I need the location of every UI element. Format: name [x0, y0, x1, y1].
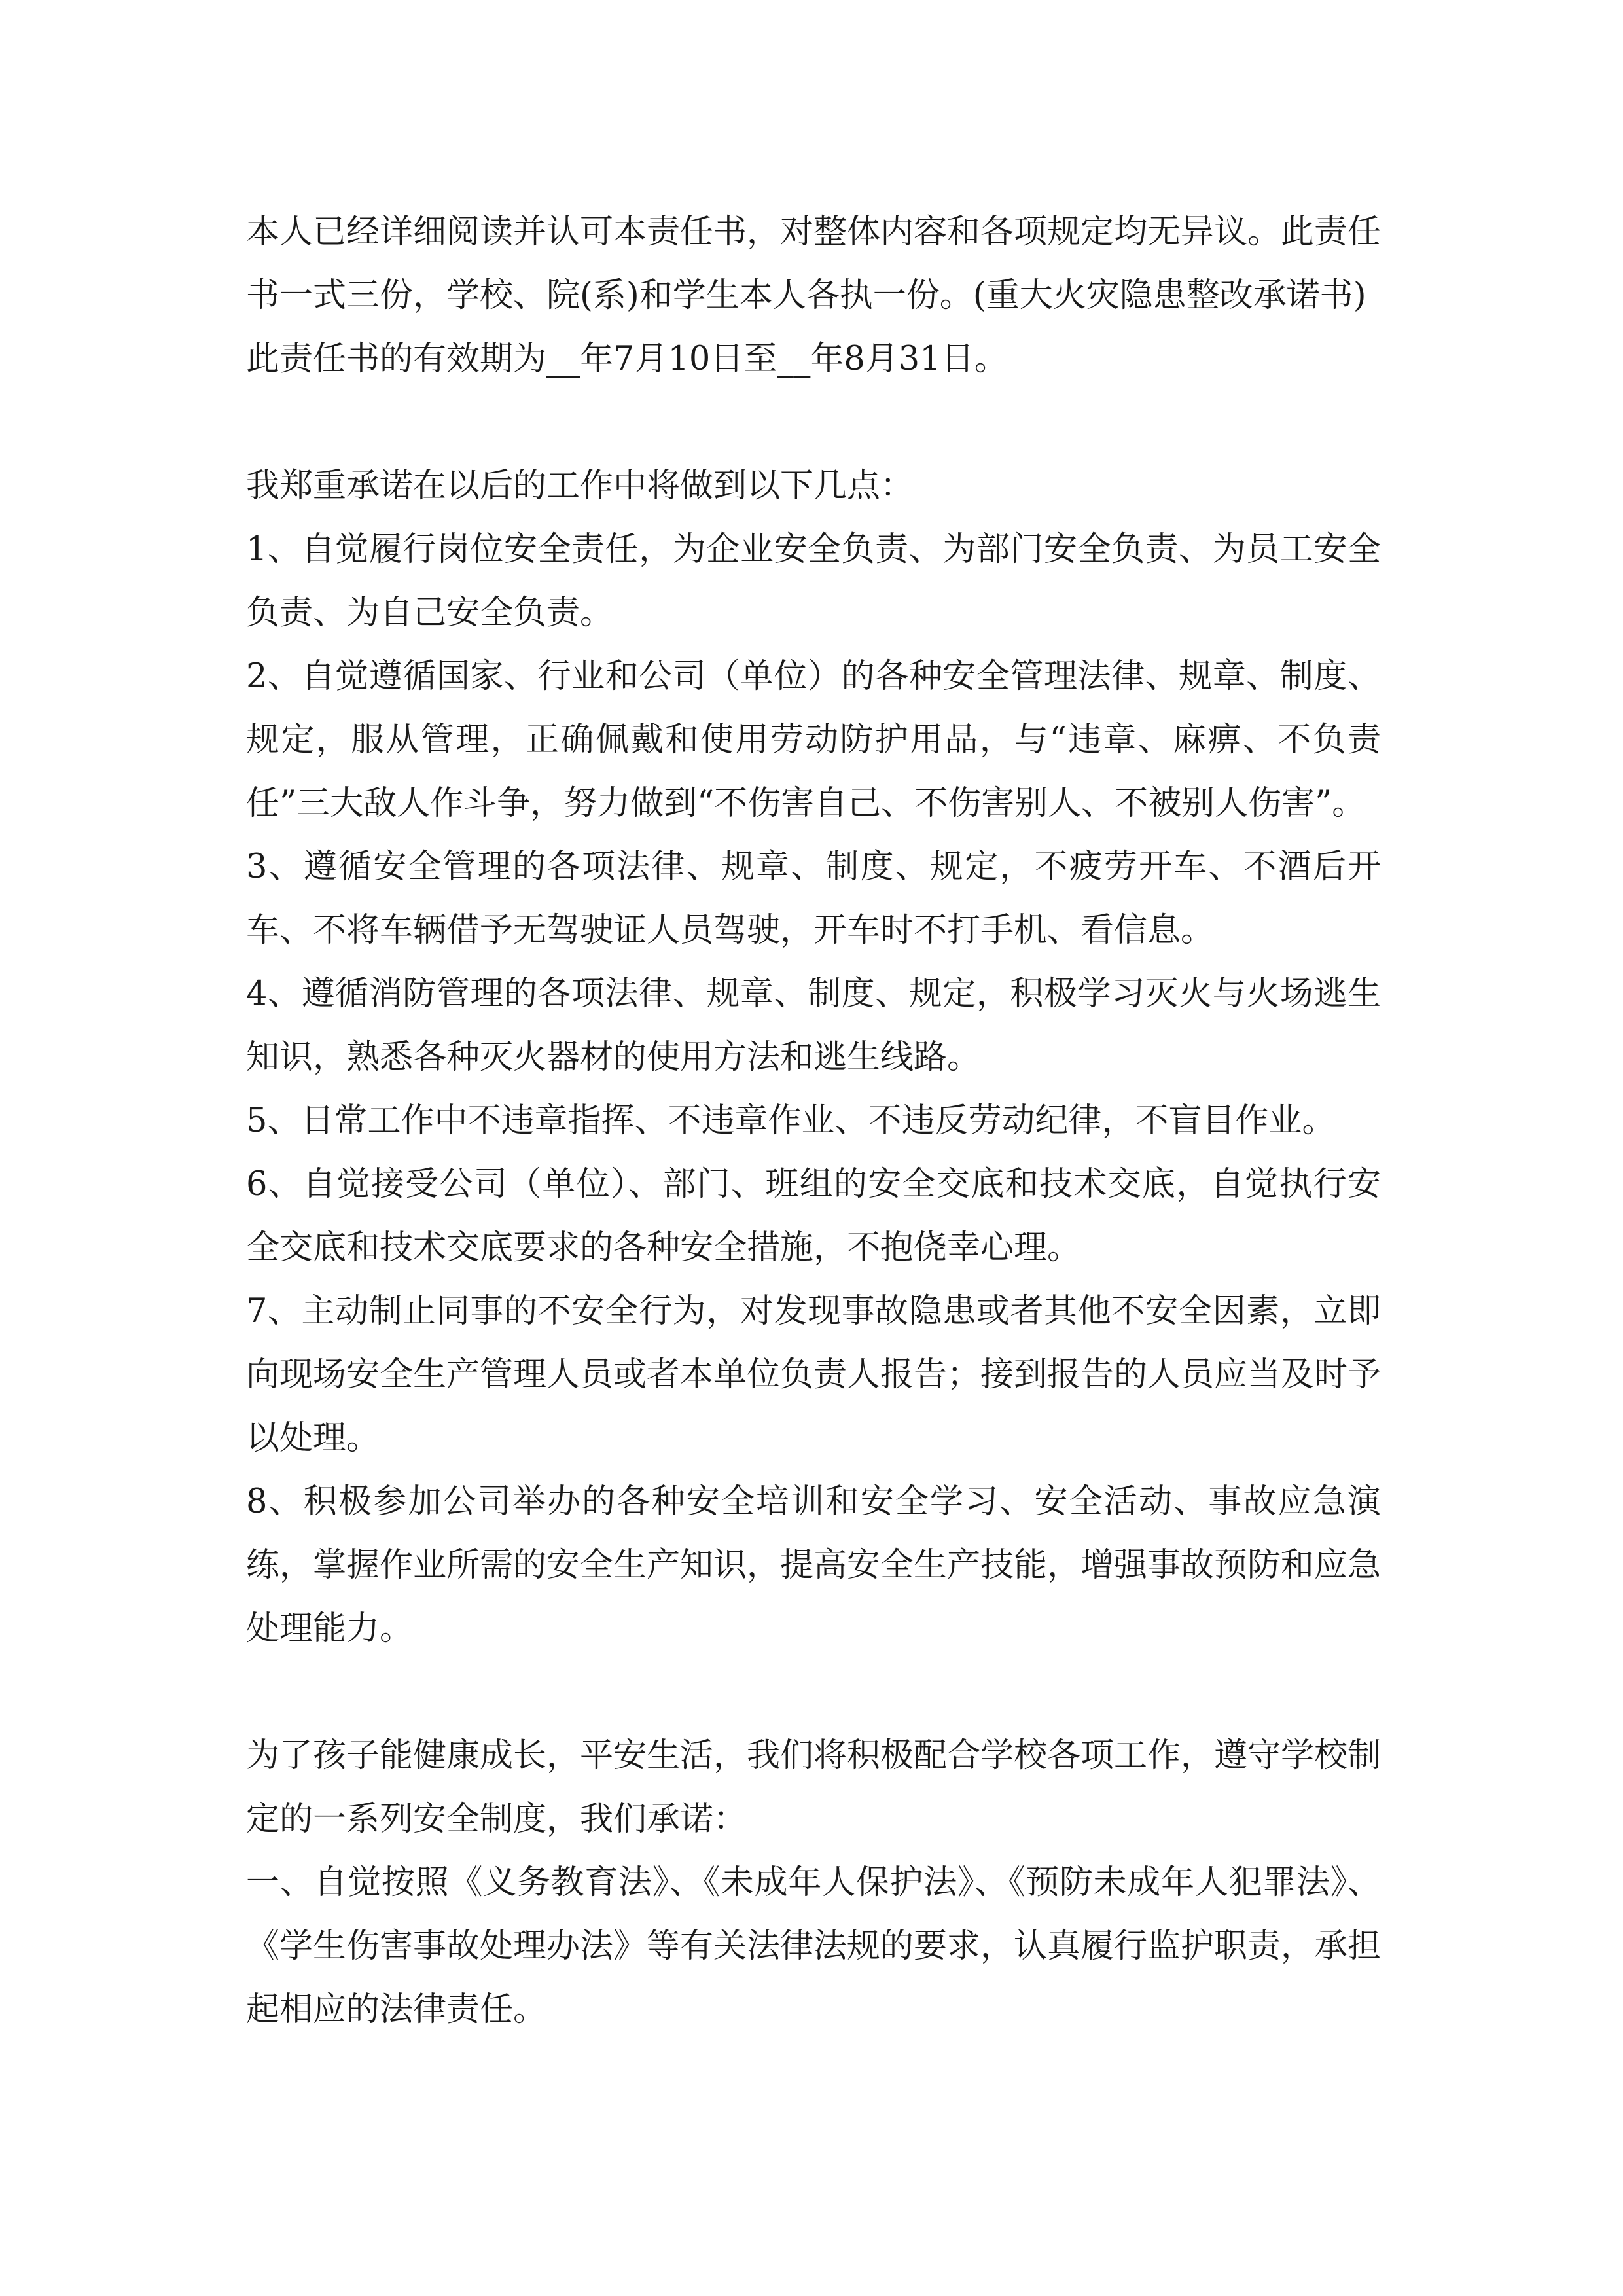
commitment-item-3: 3、遵循安全管理的各项法律、规章、制度、规定，不疲劳开车、不酒后开车、不将车辆借予无驾驶证人员驾驶，开车时不打手机、看信息。 — [246, 848, 1381, 950]
commitment-item-8: 8、积极参加公司举办的各种安全培训和安全学习、安全活动、事故应急演练，掌握作业所需的安全生产知识，提高安全生产技能，增强事故预防和应急处理能力。 — [246, 1482, 1382, 1648]
commitment-item-4: 4、遵循消防管理的各项法律、规章、制度、规定，积极学习灭火与火场逃生知识，熟悉各种灭火器材的使用方法和逃生线路。 — [246, 975, 1381, 1077]
commitment-item-2: 2、自觉遵循国家、行业和公司（单位）的各种安全管理法律、规章、制度、规定，服从管理，正确佩戴和使用劳动防护用品，与“违章、麻痹、不负责任”三大敌人作斗争，努力做到“不伤害自己、不伤害别人、不被别人伤害”。 — [246, 657, 1381, 823]
document-body — [246, 200, 1381, 2041]
paragraph-commitment-intro: 我郑重承诺在以后的工作中将做到以下几点： — [246, 467, 914, 505]
paragraph-acknowledgement: 本人已经详细阅读并认可本责任书，对整体内容和各项规定均无异议。此责任书一式三份，学校、院(系)和学生本人各执一份。(重大火灾隐患整改承诺书) — [246, 213, 1382, 315]
paragraph-parent-intro: 为了孩子能健康成长，平安生活，我们将积极配合学校各项工作，遵守学校制定的一系列安全制度，我们承诺： — [246, 1736, 1382, 1839]
commitment-item-7: 7、主动制止同事的不安全行为，对发现事故隐患或者其他不安全因素，立即向现场安全生产管理人员或者本单位负责人报告；接到报告的人员应当及时予以处理。 — [246, 1292, 1382, 1458]
commitment-item-1: 1、自觉履行岗位安全责任，为企业安全负责、为部门安全负责、为员工安全负责、为自己安全负责。 — [246, 530, 1381, 632]
parent-commitment-item-1: 一、自觉按照《义务教育法》、《未成年人保护法》、《预防未成年人犯罪法》、《学生伤害事故处理办法》等有关法律法规的要求，认真履行监护职责，承担起相应的法律责任。 — [246, 1863, 1382, 2029]
commitment-item-6: 6、自觉接受公司（单位）、部门、班组的安全交底和技术交底，自觉执行安全交底和技术交底要求的各种安全措施，不抱侥幸心理。 — [246, 1165, 1381, 1267]
paragraph-gap — [246, 391, 1381, 454]
commitment-item-5: 5、日常工作中不违章指挥、不违章作业、不违反劳动纪律，不盲目作业。 — [246, 1102, 1336, 1140]
paragraph-validity-period: 此责任书的有效期为__年7月10日至__年8月31日。 — [246, 340, 1008, 378]
paragraph-gap — [246, 1660, 1381, 1724]
